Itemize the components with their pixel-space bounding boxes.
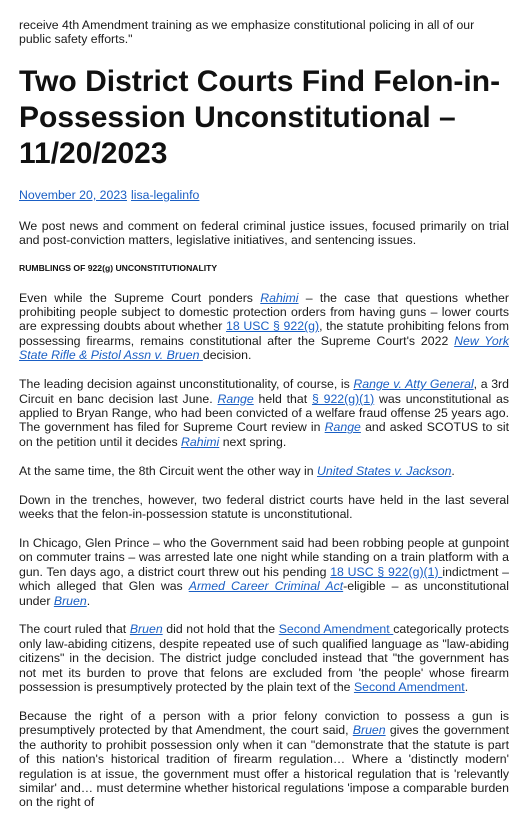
p5-text-4: . <box>86 593 91 608</box>
p2-text-6: next spring. <box>219 434 287 449</box>
bruen-link-3[interactable]: Bruen <box>352 723 386 738</box>
range-petition-link[interactable]: Range <box>324 420 361 435</box>
section-heading: RUMBLINGS OF 922(g) UNCONSTITUTIONALITY <box>19 262 218 273</box>
second-amendment-link-2[interactable]: Second Amendment <box>353 680 465 695</box>
p6-text-4: . <box>464 680 469 695</box>
statute-922g1-link[interactable]: § 922(g)(1) <box>311 391 375 406</box>
p5-text-2: indictment – which alleged that Glen was <box>19 564 509 594</box>
p7-text-1: Because the right of a person with a prior felony conviction to possess a gun is presumptively protected by that Amendment, the court said, <box>19 708 509 738</box>
p2-text-1: The leading decision against unconstitutionality, of course, is <box>19 377 354 392</box>
p2-text-4: was unconstitutional as applied to Bryan Range, who had been convicted of a welfare fraud offense 25 years ago. The government has filed for Supreme Court review in <box>19 391 509 435</box>
rahimi-link-2[interactable]: Rahimi <box>181 434 220 449</box>
p7-text-2: gives the government the authority to prohibit possession only when it can "demonstrate that the statute is part of this nation's historical tradition of firearm regulation… Where a 'distinctly modern' regulation is at issue, the government must offer a historical regulation that is 'relevantly similar' and… must determine whether historical regulations 'impose a comparable burden on the right of <box>19 723 509 810</box>
paragraph-5 <box>19 536 509 608</box>
article-page <box>19 18 509 824</box>
bruen-case-link[interactable]: New York State Rifle & Pistol Assn v. Bruen <box>19 333 510 363</box>
post-date-link[interactable]: November 20, 2023 <box>19 187 128 202</box>
p3-text-1: At the same time, the 8th Circuit went the other way in <box>19 463 317 478</box>
intro-text: receive 4th Amendment training as we emphasize constitutional policing in all of our public safety efforts." <box>19 18 475 47</box>
paragraph-2 <box>19 377 509 449</box>
bruen-link-2[interactable]: Bruen <box>129 622 163 637</box>
p6-text-3: categorically protects only law-abiding citizens, despite repeated use of such qualified language as "law-abiding citizens" in the decision. The district judge concluded instead that "the government has not met its burden to prove that felons are excluded from 'the people' whose firearm possession is presumptively protected by the plain text of the <box>19 622 509 695</box>
statute-922g-link[interactable]: 18 USC § 922(g) <box>226 319 320 334</box>
p2-text-3: held that <box>253 391 312 406</box>
p1-text-4: decision. <box>202 348 252 363</box>
range-atty-general-link[interactable]: Range v. Atty General <box>353 377 474 392</box>
article-title: Two District Courts Find Felon-in-Possession Unconstitutional – 11/20/2023 <box>19 64 501 170</box>
paragraph-3 <box>19 464 509 478</box>
p5-text-3: -eligible – as unconstitutional under <box>19 579 509 608</box>
p6-text-1: The court ruled that <box>19 622 130 637</box>
author-link[interactable]: lisa-legalinfo <box>131 187 200 202</box>
site-blurb: We post news and comment on federal criminal justice issues, focused primarily on trial and post-conviction matters, legislative initiatives, and sentencing issues. <box>19 218 509 248</box>
paragraph-6 <box>19 622 509 694</box>
paragraph-1 <box>19 291 509 363</box>
p1-text-1: Even while the Supreme Court ponders <box>19 290 261 305</box>
second-amendment-link[interactable]: Second Amendment <box>278 622 394 637</box>
range-link[interactable]: Range <box>217 391 254 406</box>
p5-text-1: In Chicago, Glen Prince – who the Government said had been robbing people at gunpoint on commuter trains – was arrested late one night while standing on a train platform with a gun. Ten days ago, a district court threw out his pending <box>19 535 509 579</box>
p1-text-2: – the case that questions whether prohibiting people subject to domestic protection orders from having guns – lower courts are expressing doubts about whether <box>19 290 509 334</box>
p1-text-3: , the statute prohibiting felons from possessing firearms, remains constitutional after the Supreme Court's 2022 <box>19 319 509 348</box>
acca-link[interactable]: Armed Career Criminal Act <box>188 579 344 594</box>
bruen-link[interactable]: Bruen <box>53 593 87 608</box>
p6-text-2: did not hold that the <box>162 622 279 637</box>
rahimi-link[interactable]: Rahimi <box>260 290 299 305</box>
paragraph-4: Down in the trenches, however, two federal district courts have held in the last several weeks that the felon-in-possession statute is unconstitutional. <box>19 492 509 521</box>
post-meta <box>19 188 509 202</box>
jackson-case-link[interactable]: United States v. Jackson <box>317 463 452 478</box>
p3-text-2: . <box>451 463 455 478</box>
p2-text-5: and asked SCOTUS to sit on the petition until it decides <box>19 420 509 449</box>
paragraph-7 <box>19 709 509 810</box>
statute-922g1-link-2[interactable]: 18 USC § 922(g)(1) <box>330 564 443 579</box>
p2-text-2: , a 3rd Circuit en banc decision last June. <box>19 377 509 406</box>
